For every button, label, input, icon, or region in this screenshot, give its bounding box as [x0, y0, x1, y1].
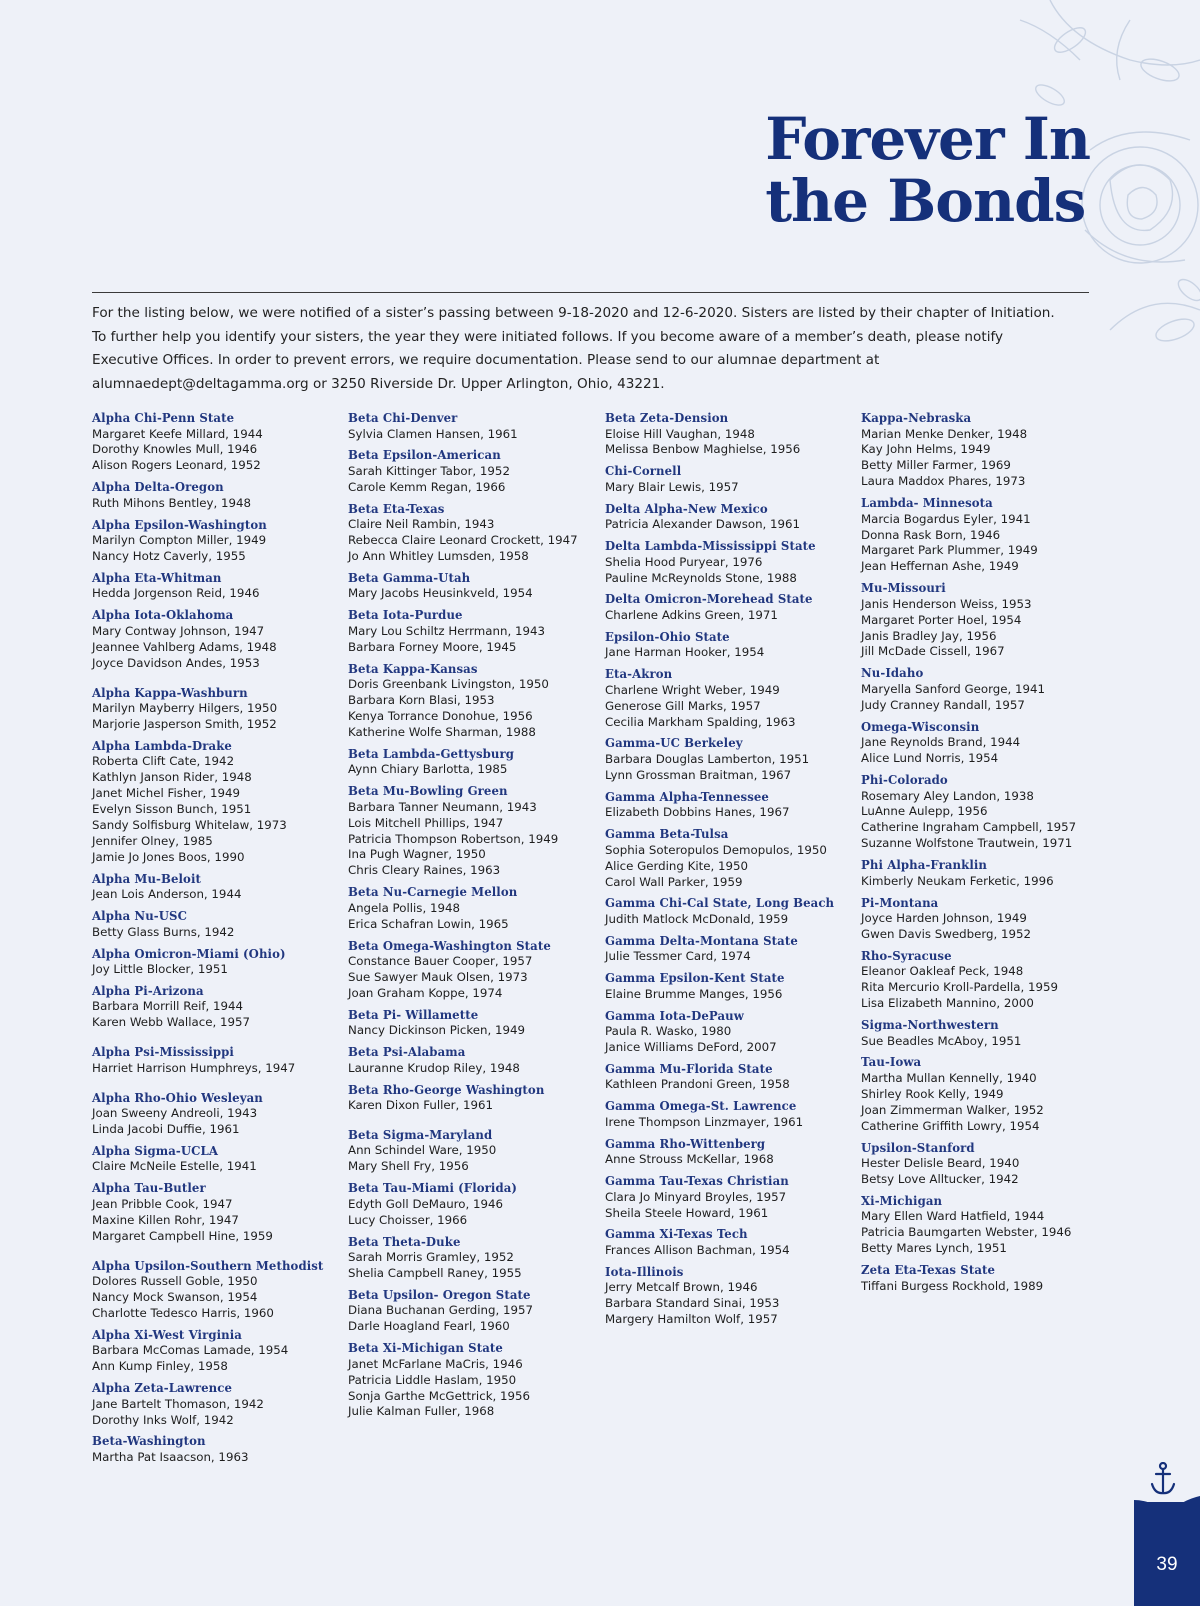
- chapter-block: [348, 1008, 588, 1039]
- member-entry: Jo Ann Whitley Lumsden, 1958: [348, 549, 529, 564]
- chapter-name: Alpha Mu-Beloit: [92, 871, 201, 886]
- chapter-block: [605, 1062, 845, 1093]
- chapter-name: Phi-Colorado: [861, 773, 948, 787]
- chapter-name: Epsilon-Ohio State: [605, 629, 730, 644]
- title-line-1: Forever In: [765, 105, 1090, 173]
- chapter-block: [348, 1045, 588, 1076]
- chapter-block: [92, 1434, 332, 1465]
- chapter-block: [861, 720, 1101, 767]
- member-entry: Barbara Tanner Neumann, 1943: [348, 799, 537, 814]
- member-entry: Nancy Mock Swanson, 1954: [92, 1290, 258, 1304]
- member-entry: Janis Henderson Weiss, 1953: [861, 596, 1032, 611]
- chapter-name: Tau-Iowa: [861, 1055, 922, 1070]
- member-entry: Barbara Morrill Reif, 1944: [92, 999, 244, 1014]
- chapter-name: Lambda- Minnesota: [861, 496, 993, 511]
- chapter-name: Alpha Iota-Oklahoma: [92, 608, 234, 623]
- chapter-block: [605, 464, 845, 495]
- chapter-block: [348, 1235, 588, 1282]
- chapter-block: [92, 872, 332, 903]
- chapter-name: Gamma Delta-Montana State: [605, 933, 798, 948]
- member-entry: Margaret Porter Hoel, 1954: [861, 612, 1022, 627]
- chapter-block: [348, 1288, 588, 1335]
- member-entry: Sonja Garthe McGettrick, 1956: [348, 1388, 531, 1403]
- member-entry: Janice Williams DeFord, 2007: [605, 1040, 777, 1055]
- member-entry: Maxine Killen Rohr, 1947: [92, 1212, 239, 1227]
- member-entry: Joan Sweeny Andreoli, 1943: [92, 1106, 258, 1121]
- member-entry: Rita Mercurio Kroll-Pardella, 1959: [861, 980, 1059, 995]
- chapter-name: Beta Theta-Duke: [348, 1234, 461, 1249]
- member-entry: Angela Pollis, 1948: [348, 900, 460, 915]
- chapter-name: Beta Rho-George Washington: [348, 1082, 545, 1097]
- member-entry: Barbara McComas Lamade, 1954: [92, 1343, 289, 1358]
- member-entry: Kimberly Neukam Ferketic, 1996: [861, 873, 1054, 888]
- chapter-block: [92, 1144, 332, 1175]
- member-entry: Kathleen Prandoni Green, 1958: [605, 1077, 790, 1092]
- member-entry: Eleanor Oakleaf Peck, 1948: [861, 964, 1024, 979]
- member-entry: Alice Lund Norris, 1954: [861, 751, 999, 766]
- member-entry: Catherine Griffith Lowry, 1954: [861, 1118, 1040, 1133]
- chapter-name: Eta-Akron: [605, 667, 673, 682]
- chapter-name: Alpha Xi-West Virginia: [92, 1327, 242, 1342]
- chapter-name: Pi-Montana: [861, 895, 939, 910]
- member-entry: Mary Contway Johnson, 1947: [92, 623, 265, 638]
- chapter-name: Gamma Mu-Florida State: [605, 1061, 773, 1076]
- member-entry: Marian Menke Denker, 1948: [861, 426, 1028, 441]
- chapter-block: [605, 934, 845, 965]
- chapter-name: Gamma Xi-Texas Tech: [605, 1227, 748, 1242]
- chapter-block: [348, 885, 588, 932]
- member-entry: Jill McDade Cissell, 1967: [861, 644, 1005, 659]
- chapter-block: [92, 1045, 332, 1076]
- column-1: [92, 411, 332, 1472]
- member-entry: Margaret Keefe Millard, 1944: [92, 426, 263, 441]
- member-entry: Jane Bartelt Thomason, 1942: [92, 1396, 264, 1411]
- page-title: [765, 105, 1090, 235]
- member-entry: Generose Gill Marks, 1957: [605, 698, 761, 713]
- chapter-block: [92, 739, 332, 866]
- member-entry: Claire McNeile Estelle, 1941: [92, 1159, 257, 1174]
- chapter-name: Gamma Rho-Wittenberg: [605, 1136, 766, 1151]
- intro-paragraph: For the listing below, we were notified of a sister’s passing between 9-18-2020 and 12-6-2020. Sisters are listed by their chapter of Initiation. To further help you identify your sisters, the year they were initiated follows. If you become aware of a member’s death, please notify Executive Offices. In order to prevent errors, we require documentation. Please send to our alumnae department at alumnaedept@deltagamma.org or 3250 Riverside Dr. Upper Arlington, Ohio, 43221.: [92, 305, 1055, 392]
- chapter-name: Iota-Illinois: [605, 1264, 684, 1279]
- chapter-block: [861, 1141, 1101, 1188]
- member-entry: Carol Wall Parker, 1959: [605, 874, 743, 889]
- chapter-block: [92, 411, 332, 474]
- column-3: [605, 411, 845, 1334]
- member-entry: Karen Webb Wallace, 1957: [92, 1015, 250, 1030]
- chapter-block: [605, 1174, 845, 1221]
- chapter-block: [605, 667, 845, 730]
- member-entry: Erica Schafran Lowin, 1965: [348, 916, 509, 931]
- column-4: [861, 411, 1101, 1301]
- member-entry: Aynn Chiary Barlotta, 1985: [348, 762, 508, 777]
- member-entry: Marjorie Jasperson Smith, 1952: [92, 716, 277, 731]
- chapter-name: Beta Gamma-Utah: [348, 570, 471, 585]
- chapter-block: [861, 1055, 1101, 1134]
- chapter-name: Alpha Upsilon-Southern Methodist: [92, 1258, 324, 1273]
- chapter-block: [348, 448, 588, 495]
- chapter-block: [861, 666, 1101, 713]
- member-entry: Margaret Park Plummer, 1949: [861, 543, 1038, 558]
- member-entry: Janet Michel Fisher, 1949: [92, 786, 240, 801]
- chapter-block: [861, 581, 1101, 660]
- member-entry: Mary Jacobs Heusinkveld, 1954: [348, 586, 533, 601]
- member-entry: Margery Hamilton Wolf, 1957: [605, 1312, 778, 1327]
- member-entry: Sue Beadles McAboy, 1951: [861, 1033, 1022, 1048]
- chapter-block: [348, 747, 588, 778]
- chapter-name: Gamma Omega-St. Lawrence: [605, 1099, 797, 1114]
- chapter-name: Beta Iota-Purdue: [348, 608, 463, 623]
- member-entry: Jamie Jo Jones Boos, 1990: [92, 849, 245, 864]
- chapter-name: Rho-Syracuse: [861, 948, 952, 963]
- chapter-block: [92, 1181, 332, 1244]
- member-entry: Dorothy Knowles Mull, 1946: [92, 442, 258, 457]
- chapter-block: [605, 1009, 845, 1056]
- member-entry: Julie Tessmer Card, 1974: [605, 949, 751, 964]
- member-entry: Nancy Dickinson Picken, 1949: [348, 1023, 526, 1038]
- member-entry: Frances Allison Bachman, 1954: [605, 1242, 790, 1257]
- chapter-block: [605, 630, 845, 661]
- chapter-name: Alpha Sigma-UCLA: [92, 1143, 219, 1158]
- member-entry: Jerry Metcalf Brown, 1946: [605, 1280, 758, 1295]
- member-entry: Ina Pugh Wagner, 1950: [348, 847, 486, 862]
- member-entry: Lucy Choisser, 1966: [348, 1212, 468, 1227]
- chapter-name: Beta Xi-Michigan State: [348, 1341, 503, 1356]
- chapter-name: Alpha Rho-Ohio Wesleyan: [92, 1090, 263, 1105]
- member-entry: Mary Shell Fry, 1956: [348, 1159, 469, 1174]
- chapter-block: [348, 784, 588, 879]
- chapter-name: Kappa-Nebraska: [861, 411, 972, 425]
- chapter-name: Gamma Epsilon-Kent State: [605, 971, 785, 986]
- member-entry: Doris Greenbank Livingston, 1950: [348, 677, 549, 692]
- chapter-name: Alpha Lambda-Drake: [92, 738, 232, 753]
- member-entry: Charlene Adkins Green, 1971: [605, 607, 778, 622]
- member-entry: Barbara Douglas Lamberton, 1951: [605, 751, 810, 766]
- page-number: 39: [1156, 1554, 1178, 1575]
- member-entry: Nancy Hotz Caverly, 1955: [92, 549, 246, 564]
- member-entry: Patricia Liddle Haslam, 1950: [348, 1372, 517, 1387]
- member-entry: Shelia Campbell Raney, 1955: [348, 1266, 522, 1280]
- chapter-name: Zeta Eta-Texas State: [861, 1263, 996, 1278]
- chapter-name: Beta Zeta-Dension: [605, 411, 729, 425]
- member-entry: Elizabeth Dobbins Hanes, 1967: [605, 805, 790, 820]
- member-entry: LuAnne Aulepp, 1956: [861, 804, 988, 819]
- chapter-name: Gamma Beta-Tulsa: [605, 827, 729, 842]
- member-entry: Hedda Jorgenson Reid, 1946: [92, 586, 260, 601]
- chapter-block: [92, 480, 332, 511]
- member-entry: Lynn Grossman Braitman, 1967: [605, 767, 792, 782]
- chapter-name: Delta Lambda-Mississippi State: [605, 539, 816, 554]
- chapter-name: Beta Tau-Miami (Florida): [348, 1181, 518, 1196]
- member-entry: Sarah Kittinger Tabor, 1952: [348, 463, 510, 478]
- chapter-block: [92, 1259, 332, 1322]
- chapter-block: [861, 411, 1101, 490]
- chapter-name: Alpha Omicron-Miami (Ohio): [92, 946, 286, 961]
- chapter-block: [605, 539, 845, 586]
- member-entry: Hester Delisle Beard, 1940: [861, 1156, 1020, 1171]
- chapter-name: Chi-Cornell: [605, 464, 682, 479]
- chapter-block: [348, 608, 588, 655]
- member-entry: Cecilia Markham Spalding, 1963: [605, 714, 796, 729]
- chapter-name: Xi-Michigan: [861, 1193, 943, 1208]
- member-entry: Linda Jacobi Duffie, 1961: [92, 1122, 240, 1137]
- chapter-name: Beta Omega-Washington State: [348, 938, 551, 953]
- member-entry: Jean Heffernan Ashe, 1949: [861, 559, 1019, 574]
- member-entry: Joyce Davidson Andes, 1953: [92, 655, 260, 670]
- member-entry: Rosemary Aley Landon, 1938: [861, 788, 1034, 803]
- member-entry: Sarah Morris Gramley, 1952: [348, 1250, 514, 1265]
- chapter-block: [348, 1128, 588, 1175]
- member-entry: Shirley Rook Kelly, 1949: [861, 1086, 1004, 1101]
- member-entry: Anne Strouss McKellar, 1968: [605, 1152, 774, 1167]
- member-entry: Irene Thompson Linzmayer, 1961: [605, 1114, 804, 1129]
- member-entry: Martha Pat Isaacson, 1963: [92, 1449, 249, 1464]
- chapter-block: [605, 790, 845, 821]
- member-entry: Sylvia Clamen Hansen, 1961: [348, 426, 518, 441]
- member-entry: Dolores Russell Goble, 1950: [92, 1274, 258, 1289]
- chapter-block: [605, 1265, 845, 1328]
- member-entry: Constance Bauer Cooper, 1957: [348, 954, 533, 969]
- chapter-block: [861, 496, 1101, 575]
- chapter-name: Beta Eta-Texas: [348, 501, 445, 516]
- member-entry: Kay John Helms, 1949: [861, 442, 991, 457]
- chapter-block: [348, 502, 588, 565]
- member-entry: Ann Kump Finley, 1958: [92, 1359, 228, 1374]
- member-entry: Jeannee Vahlberg Adams, 1948: [92, 639, 277, 654]
- chapter-block: [348, 1341, 588, 1420]
- member-entry: Kathlyn Janson Rider, 1948: [92, 770, 252, 785]
- member-entry: Ruth Mihons Bentley, 1948: [92, 495, 252, 510]
- member-entry: Paula R. Wasko, 1980: [605, 1024, 732, 1039]
- member-entry: Mary Lou Schiltz Herrmann, 1943: [348, 623, 545, 638]
- chapter-name: Beta Pi- Willamette: [348, 1007, 479, 1022]
- member-entry: Pauline McReynolds Stone, 1988: [605, 570, 797, 585]
- member-entry: Patricia Baumgarten Webster, 1946: [861, 1225, 1072, 1240]
- member-entry: Sophia Soteropulos Demopulos, 1950: [605, 842, 827, 857]
- member-entry: Rebecca Claire Leonard Crockett, 1947: [348, 533, 578, 548]
- chapter-name: Delta Omicron-Morehead State: [605, 592, 813, 607]
- member-entry: Catherine Ingraham Campbell, 1957: [861, 820, 1077, 835]
- member-entry: Suzanne Wolfstone Trautwein, 1971: [861, 836, 1073, 851]
- chapter-name: Beta Sigma-Maryland: [348, 1127, 493, 1142]
- chapter-block: [861, 896, 1101, 943]
- member-entry: Joy Little Blocker, 1951: [92, 962, 228, 977]
- member-entry: Sue Sawyer Mauk Olsen, 1973: [348, 969, 528, 984]
- chapter-block: [92, 1381, 332, 1428]
- chapter-block: [348, 571, 588, 602]
- chapter-block: [861, 773, 1101, 852]
- member-entry: Jean Pribble Cook, 1947: [92, 1196, 233, 1211]
- chapter-name: Beta Chi-Denver: [348, 411, 458, 425]
- chapter-name: Alpha Kappa-Washburn: [92, 685, 248, 700]
- member-entry: Darle Hoagland Fearl, 1960: [348, 1319, 510, 1334]
- chapter-block: [92, 571, 332, 602]
- chapter-name: Alpha Eta-Whitman: [92, 570, 222, 585]
- member-entry: Betsy Love Alltucker, 1942: [861, 1172, 1019, 1186]
- chapter-block: [92, 608, 332, 671]
- member-entry: Julie Kalman Fuller, 1968: [348, 1404, 495, 1419]
- member-entry: Roberta Clift Cate, 1942: [92, 754, 235, 769]
- member-entry: Dorothy Inks Wolf, 1942: [92, 1412, 234, 1427]
- anchor-icon: [1150, 1462, 1176, 1496]
- member-entry: Harriet Harrison Humphreys, 1947: [92, 1060, 296, 1075]
- member-entry: Charlene Wright Weber, 1949: [605, 682, 780, 697]
- member-entry: Janet McFarlane MaCris, 1946: [348, 1356, 523, 1371]
- column-2: [348, 411, 588, 1426]
- chapter-block: [348, 411, 588, 442]
- member-entry: Barbara Korn Blasi, 1953: [348, 693, 495, 708]
- chapter-name: Beta-Washington: [92, 1434, 206, 1449]
- chapter-name: Gamma Alpha-Tennessee: [605, 789, 769, 804]
- member-entry: Joyce Harden Johnson, 1949: [861, 911, 1027, 926]
- member-entry: Joan Zimmerman Walker, 1952: [861, 1102, 1044, 1117]
- chapter-block: [348, 662, 588, 741]
- chapter-name: Omega-Wisconsin: [861, 719, 980, 734]
- chapter-name: Gamma Iota-DePauw: [605, 1008, 744, 1023]
- chapter-name: Alpha Pi-Arizona: [92, 983, 204, 998]
- member-entry: Judy Cranney Randall, 1957: [861, 697, 1025, 712]
- chapter-block: [605, 1099, 845, 1130]
- chapter-block: [92, 686, 332, 733]
- chapter-name: Gamma Tau-Texas Christian: [605, 1174, 789, 1189]
- chapter-name: Phi Alpha-Franklin: [861, 858, 987, 873]
- member-entry: Diana Buchanan Gerding, 1957: [348, 1303, 534, 1318]
- member-entry: Janis Bradley Jay, 1956: [861, 628, 997, 643]
- member-entry: Betty Mares Lynch, 1951: [861, 1241, 1007, 1256]
- chapter-name: Alpha Epsilon-Washington: [92, 517, 267, 532]
- member-entry: Patricia Thompson Robertson, 1949: [348, 831, 559, 846]
- chapter-block: [605, 592, 845, 623]
- chapter-block: [92, 1091, 332, 1138]
- member-entry: Claire Neil Rambin, 1943: [348, 517, 495, 532]
- member-entry: Joan Graham Koppe, 1974: [348, 985, 503, 1000]
- member-entry: Jennifer Olney, 1985: [92, 833, 213, 848]
- chapter-name: Beta Epsilon-American: [348, 448, 501, 463]
- chapter-block: [605, 827, 845, 890]
- member-entry: Margaret Campbell Hine, 1959: [92, 1228, 273, 1243]
- chapter-name: Alpha Nu-USC: [92, 909, 187, 924]
- chapter-name: Alpha Tau-Butler: [92, 1181, 206, 1196]
- chapter-block: [92, 947, 332, 978]
- member-entry: Edyth Goll DeMauro, 1946: [348, 1196, 503, 1211]
- chapter-name: Upsilon-Stanford: [861, 1140, 975, 1155]
- chapter-name: Sigma-Northwestern: [861, 1018, 999, 1033]
- member-entry: Gwen Davis Swedberg, 1952: [861, 926, 1032, 941]
- chapter-block: [605, 971, 845, 1002]
- chapter-name: Alpha Zeta-Lawrence: [92, 1381, 233, 1396]
- chapter-block: [605, 736, 845, 783]
- chapter-name: Gamma Chi-Cal State, Long Beach: [605, 896, 835, 911]
- member-entry: Mary Blair Lewis, 1957: [605, 479, 739, 494]
- chapter-block: [92, 1328, 332, 1375]
- member-entry: Charlotte Tedesco Harris, 1960: [92, 1305, 274, 1320]
- member-entry: Jane Harman Hooker, 1954: [605, 645, 765, 660]
- member-entry: Marcia Bogardus Eyler, 1941: [861, 511, 1031, 526]
- chapter-name: Beta Kappa-Kansas: [348, 661, 478, 676]
- member-entry: Donna Rask Born, 1946: [861, 527, 1001, 542]
- member-entry: Tiffani Burgess Rockhold, 1989: [861, 1278, 1044, 1293]
- chapter-name: Beta Lambda-Gettysburg: [348, 746, 515, 761]
- chapter-block: [92, 909, 332, 940]
- member-entry: Lauranne Krudop Riley, 1948: [348, 1060, 520, 1075]
- member-entry: Alice Gerding Kite, 1950: [605, 858, 749, 873]
- member-entry: Evelyn Sisson Bunch, 1951: [92, 802, 252, 817]
- member-entry: Chris Cleary Raines, 1963: [348, 863, 501, 878]
- chapter-name: Beta Psi-Alabama: [348, 1045, 466, 1060]
- chapter-name: Gamma-UC Berkeley: [605, 736, 743, 751]
- member-entry: Judith Matlock McDonald, 1959: [605, 911, 789, 926]
- chapter-block: [92, 518, 332, 565]
- chapter-block: [861, 1194, 1101, 1257]
- member-entry: Marilyn Compton Miller, 1949: [92, 533, 267, 548]
- chapter-name: Beta Nu-Carnegie Mellon: [348, 885, 518, 900]
- chapter-block: [348, 1083, 588, 1114]
- chapter-name: Delta Alpha-New Mexico: [605, 501, 768, 516]
- member-entry: Betty Glass Burns, 1942: [92, 924, 235, 939]
- chapter-name: Beta Upsilon- Oregon State: [348, 1287, 531, 1302]
- member-entry: Sandy Solfisburg Whitelaw, 1973: [92, 818, 287, 832]
- member-entry: Maryella Sanford George, 1941: [861, 681, 1046, 696]
- member-entry: Carole Kemm Regan, 1966: [348, 479, 506, 494]
- chapter-block: [348, 1181, 588, 1228]
- chapter-block: [605, 1137, 845, 1168]
- chapter-name: Beta Mu-Bowling Green: [348, 784, 508, 799]
- chapter-block: [605, 411, 845, 458]
- chapter-block: [348, 939, 588, 1002]
- member-entry: Alison Rogers Leonard, 1952: [92, 458, 261, 473]
- member-entry: Laura Maddox Phares, 1973: [861, 474, 1026, 489]
- member-entry: Jane Reynolds Brand, 1944: [861, 735, 1021, 750]
- chapter-block: [605, 896, 845, 927]
- member-entry: Karen Dixon Fuller, 1961: [348, 1098, 494, 1113]
- member-entry: Marilyn Mayberry Hilgers, 1950: [92, 701, 278, 716]
- member-entry: Kenya Torrance Donohue, 1956: [348, 708, 533, 723]
- chapter-block: [861, 858, 1101, 889]
- chapter-block: [605, 1227, 845, 1258]
- title-line-2: the Bonds: [765, 167, 1086, 235]
- member-entry: Ann Schindel Ware, 1950: [348, 1143, 497, 1158]
- chapter-name: Nu-Idaho: [861, 666, 924, 681]
- member-entry: Eloise Hill Vaughan, 1948: [605, 426, 755, 441]
- member-entry: Barbara Standard Sinai, 1953: [605, 1296, 780, 1311]
- member-entry: Lisa Elizabeth Mannino, 2000: [861, 996, 1034, 1011]
- chapter-block: [861, 1263, 1101, 1294]
- member-entry: Patricia Alexander Dawson, 1961: [605, 517, 801, 532]
- member-entry: Clara Jo Minyard Broyles, 1957: [605, 1189, 787, 1204]
- chapter-name: Mu-Missouri: [861, 581, 946, 596]
- member-entry: Martha Mullan Kennelly, 1940: [861, 1070, 1037, 1085]
- chapter-block: [861, 1018, 1101, 1049]
- member-entry: Mary Ellen Ward Hatfield, 1944: [861, 1209, 1045, 1224]
- member-entry: Jean Lois Anderson, 1944: [92, 887, 242, 902]
- member-entry: Lois Mitchell Phillips, 1947: [348, 815, 504, 830]
- chapter-name: Alpha Psi-Mississippi: [92, 1045, 234, 1060]
- member-entry: Melissa Benbow Maghielse, 1956: [605, 442, 801, 457]
- member-entry: Sheila Steele Howard, 1961: [605, 1205, 769, 1220]
- chapter-block: [605, 502, 845, 533]
- member-entry: Betty Miller Farmer, 1969: [861, 458, 1011, 473]
- member-entry: Barbara Forney Moore, 1945: [348, 639, 517, 654]
- chapter-name: Alpha Chi-Penn State: [92, 411, 235, 425]
- member-entry: Elaine Brumme Manges, 1956: [605, 986, 783, 1001]
- chapter-name: Alpha Delta-Oregon: [92, 480, 224, 495]
- chapter-block: [92, 984, 332, 1031]
- chapter-block: [861, 949, 1101, 1012]
- member-entry: Shelia Hood Puryear, 1976: [605, 554, 763, 569]
- divider: [92, 292, 1089, 293]
- member-entry: Katherine Wolfe Sharman, 1988: [348, 724, 536, 739]
